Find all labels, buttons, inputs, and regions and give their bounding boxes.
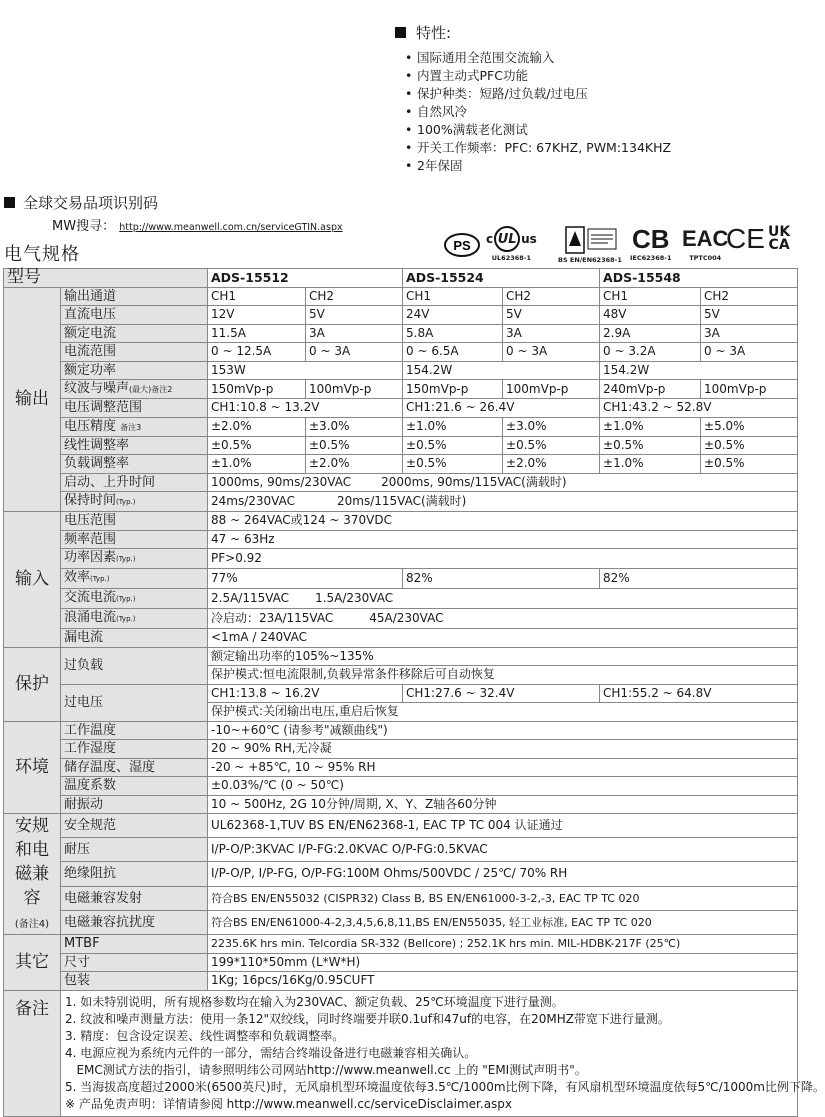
cell: 77% [208,569,403,589]
table-row [4,324,798,343]
table-row [4,721,798,740]
tptc-caption: TPTC004 [689,254,722,262]
section-notes: 备注 [4,990,61,1116]
gtin-block [4,192,343,234]
row-label: MTBF [61,935,208,954]
feature-item: • 内置主动式PFC功能 [395,67,795,85]
table-row [4,740,798,759]
cell [208,492,798,512]
feature-item: • 开关工作频率：PFC: 67KHZ, PWM:134KHZ [395,139,795,157]
gtin-title: 全球交易品项识别码 [23,194,159,212]
cb-text: CB [631,224,670,254]
cell: 82% [600,569,798,589]
features-title: 特性: [416,24,452,42]
cell: 48V [600,306,701,325]
cell: 0 ~ 3A [306,343,403,362]
cell: ±1.0% [600,417,701,436]
note-line: 4. 电源应视为系统内元件的一部分，需结合终端设备进行电磁兼容相关确认。 [65,1045,477,1060]
feature-item: • 2年保固 [395,157,795,175]
notes-cell [61,990,825,1116]
ul-logo [486,226,537,262]
cell: 保护模式:关闭输出电压,重启后恢复 [208,703,798,722]
row-label [61,589,208,609]
bullet-square-icon [395,27,406,38]
table-row [4,777,798,796]
row-label: 电磁兼容发射 [61,886,208,910]
table-row [4,814,798,838]
cell: 符合BS EN/EN55032 (CISPR32) Class B, BS EN/EN61000-3-2,-3, EAC TP TC 020 [208,886,798,910]
row-label-text: 效率 [64,570,91,585]
row-label [61,569,208,589]
cell-part: 1.5A/230VAC [315,591,394,605]
row-label: 安全规范 [61,814,208,838]
cell: 153W [208,361,403,380]
cell: -10~+60℃ (请参考"减额曲线") [208,721,798,740]
cell: 额定输出功率的105%~135% [208,647,798,666]
cell [208,609,798,629]
cell: 154.2W [403,361,600,380]
table-row [4,455,798,474]
table-row [4,361,798,380]
bullet-square-icon [4,197,15,208]
cell: ±0.5% [701,436,798,455]
cell [208,473,798,492]
section-environment: 环境 [4,721,61,814]
section-safety-text: 安规和电磁兼容 [15,816,49,908]
cell: CH1:10.8 ~ 13.2V [208,399,403,418]
cell: ±0.5% [701,455,798,474]
table-row [4,838,798,862]
iec-caption: IEC62368-1 [630,254,672,262]
cell-part: 冷启动：23A/115VAC [211,611,334,625]
model-cell: ADS-15512 [208,269,403,288]
tuv-triangle-icon [560,226,620,254]
row-label: 储存温度、湿度 [61,758,208,777]
table-row [4,512,798,531]
typ-tag: (Typ.) [116,615,136,623]
table-row [4,795,798,814]
note-line: 2. 纹波和噪声测量方法：使用一条12"双绞线，同时终端要并联0.1uf和47uf的电容，在20MHZ带宽下进行量测。 [65,1011,670,1026]
cell: 82% [403,569,600,589]
cell: 100mVp-p [503,380,600,399]
cell: ±2.0% [306,455,403,474]
pse-logo [442,232,482,258]
table-row [4,758,798,777]
row-label [61,417,208,436]
features-block [395,22,795,175]
table-row [4,647,798,666]
table-row [4,569,798,589]
cell: I/P-O/P:3KVAC I/P-FG:2.0KVAC O/P-FG:0.5KVAC [208,838,798,862]
feature-item: • 100%满载老化测试 [395,121,795,139]
model-cell: ADS-15548 [600,269,798,288]
row-label-text: 功率因素 [64,550,117,565]
ukca-logo [768,226,790,252]
cell: 符合BS EN/EN61000-4-2,3,4,5,6,8,11,BS EN/EN55035, 轻工业标准, EAC TP TC 020 [208,910,798,934]
row-label: 过负载 [61,647,208,684]
cell: -20 ~ +85℃, 10 ~ 95% RH [208,758,798,777]
table-row [4,990,798,1116]
note-line: 1. 如未特别说明，所有规格参数均在输入为230VAC、额定负载、25℃环境温度下进行量测。 [65,994,564,1009]
cell-part: 2000ms, 90ms/115VAC(满载时) [381,474,567,489]
table-row [4,862,798,886]
ce-logo [726,223,765,254]
table-row [4,492,798,512]
cell: ±0.5% [403,455,503,474]
row-label: 输出通道 [61,287,208,306]
cell: 5V [306,306,403,325]
cell: 240mVp-p [600,380,701,399]
cb-logo [630,226,671,262]
typ-tag: (Typ.) [90,575,110,583]
cell: ±1.0% [600,455,701,474]
section-others: 其它 [4,935,61,991]
cell: CH1 [600,287,701,306]
note-line: 5. 当海拔高度超过2000米(6500英尺)时，无风扇机型环境温度依每3.5℃/1000m比例下降，有风扇机型环境温度依每5℃/1000m比例下降。 [65,1079,825,1094]
model-cell: ADS-15524 [403,269,600,288]
table-row [4,549,798,569]
feature-item: • 保护种类：短路/过负载/过电压 [395,85,795,103]
row-label: 电磁兼容抗扰度 [61,910,208,934]
cell: 88 ~ 264VAC或124 ~ 370VDC [208,512,798,531]
cell: 0 ~ 12.5A [208,343,306,362]
cell: ±2.0% [208,417,306,436]
cell: ±0.5% [208,436,306,455]
features-list [395,49,795,175]
model-label: 型号 [4,269,208,288]
row-label: 工作温度 [61,721,208,740]
cell-part: 45A/230VAC [369,611,444,625]
cell: PF>0.92 [208,549,798,569]
row-label: 温度系数 [61,777,208,796]
cell: CH1 [208,287,306,306]
cell [208,589,798,609]
row-label: 绝缘阻抗 [61,862,208,886]
cell: I/P-O/P, I/P-FG, O/P-FG:100M Ohms/500VDC / 25℃/ 70% RH [208,862,798,886]
cell: CH1:27.6 ~ 32.4V [403,684,600,703]
cell: ±5.0% [701,417,798,436]
cell-part: 1000ms, 90ms/230VAC [211,474,352,489]
cell: 2235.6K hrs min. Telcordia SR-332 (Bellcore) ; 252.1K hrs min. MIL-HDBK-217F (25℃) [208,935,798,954]
row-label-text: 保持时间 [64,493,117,508]
cell: 5.8A [403,324,503,343]
row-label: 直流电压 [61,306,208,325]
table-row [4,473,798,492]
section-output: 输出 [4,287,61,512]
row-label-text: 电压精度 [64,418,117,434]
cell: CH1:13.8 ~ 16.2V [208,684,403,703]
gtin-link[interactable]: http://www.meanwell.com.cn/serviceGTIN.aspx [119,222,343,233]
section-safety [4,814,61,935]
table-row [4,972,798,991]
note-tag: 备注3 [120,422,142,432]
table-row [4,609,798,629]
section-safety-note: (备注4) [14,919,50,930]
cell: 5V [701,306,798,325]
cell: CH1:43.2 ~ 52.8V [600,399,798,418]
ul-c-text: c [486,232,494,246]
spec-table [3,267,825,1117]
cell: ±1.0% [208,455,306,474]
row-label: 频率范围 [61,530,208,549]
row-label: 耐振动 [61,795,208,814]
table-row [4,910,798,934]
section-input: 输入 [4,512,61,648]
row-label: 线性调整率 [61,436,208,455]
note-line: EMC测试方法的指引，请参照明纬公司网站http://www.meanwell.cc 上的 "EMI测试声明书"。 [65,1062,587,1077]
cell: 保护模式:恒电流限制,负载异常条件移除后可自动恢复 [208,666,798,685]
cell-part: 20ms/115VAC(满载时) [336,494,467,508]
row-label [61,609,208,629]
row-label: 漏电流 [61,629,208,648]
table-row [4,589,798,609]
cell: ±3.0% [306,417,403,436]
pse-icon [442,232,482,258]
cell: ±0.5% [403,436,503,455]
cell: CH2 [503,287,600,306]
table-row [4,306,798,325]
cell: 3A [306,324,403,343]
cell: <1mA / 240VAC [208,629,798,648]
ce-text: CE [726,223,765,254]
row-label [61,380,208,399]
table-row [4,343,798,362]
row-label: 负载调整率 [61,455,208,474]
table-row [4,953,798,972]
cell: ±0.5% [306,436,403,455]
cell: 0 ~ 3A [701,343,798,362]
pse-text: PS [453,238,471,253]
table-row [4,886,798,910]
cell: CH2 [701,287,798,306]
cell: 0 ~ 3A [503,343,600,362]
row-label: 电压范围 [61,512,208,531]
ul-us-text: us [521,232,537,246]
row-label: 过电压 [61,684,208,721]
row-label: 启动、上升时间 [61,473,208,492]
ukca-bottom-text: CA [768,237,790,253]
row-label: 工作湿度 [61,740,208,759]
row-label: 包装 [61,972,208,991]
eac-logo [682,226,728,262]
cell: ±0.03%/℃ (0 ~ 50℃) [208,777,798,796]
cell: 10 ~ 500Hz, 2G 10分钟/周期, X、Y、Z轴各60分钟 [208,795,798,814]
row-label: 尺寸 [61,953,208,972]
note-line: ※ 产品免责声明：详情请参阅 http://www.meanwell.cc/serviceDisclaimer.aspx [65,1096,513,1111]
table-row [4,399,798,418]
table-row [4,287,798,306]
cell: ±2.0% [503,455,600,474]
cell: 150mVp-p [208,380,306,399]
bs-caption: BS EN/EN62368-1 [558,256,622,264]
cell: 0 ~ 6.5A [403,343,503,362]
ukca-top-text: UK [768,224,791,240]
cell: 2.9A [600,324,701,343]
note-line: 3. 精度：包含设定误差、线性调整率和负载调整率。 [65,1028,345,1043]
cell: CH1 [403,287,503,306]
cell: 100mVp-p [701,380,798,399]
cell: 5V [503,306,600,325]
cell: 12V [208,306,306,325]
cell: 3A [701,324,798,343]
section-title: 电气规格 [4,244,80,265]
table-row [4,530,798,549]
cell-part: 24ms/230VAC [211,494,295,508]
table-row [4,417,798,436]
feature-item: • 自然风冷 [395,103,795,121]
ul-text: UL [494,226,520,252]
cell: 154.2W [600,361,798,380]
ul-caption: UL62368-1 [491,254,532,262]
cell: CH1:21.6 ~ 26.4V [403,399,600,418]
cell-part: 2.5A/115VAC [211,591,290,605]
note-tag: (最大)备注2 [129,385,173,394]
bs-logo [558,226,622,264]
cell: 1Kg; 16pcs/16Kg/0.95CUFT [208,972,798,991]
cell: 150mVp-p [403,380,503,399]
table-row [4,684,798,703]
table-row [4,436,798,455]
model-row [4,269,798,288]
eac-text: EAC [682,226,729,251]
cell: ±1.0% [403,417,503,436]
cell: 47 ~ 63Hz [208,530,798,549]
row-label: 额定电流 [61,324,208,343]
feature-item: • 国际通用全范围交流输入 [395,49,795,67]
cell: UL62368-1,TUV BS EN/EN62368-1, EAC TP TC 004 认证通过 [208,814,798,838]
cell: 24V [403,306,503,325]
row-label [61,492,208,512]
cell: 20 ~ 90% RH,无冷凝 [208,740,798,759]
cell: 100mVp-p [306,380,403,399]
typ-tag: (Typ.) [116,595,136,603]
row-label-text: 浪涌电流 [64,610,117,625]
row-label-text: 交流电流 [64,590,117,605]
row-label [61,549,208,569]
cell: ±0.5% [600,436,701,455]
mw-search-label: MW搜寻： [52,219,116,234]
cell: 11.5A [208,324,306,343]
typ-tag: (Typ.) [116,498,136,506]
table-row [4,935,798,954]
table-row [4,380,798,399]
row-label: 电流范围 [61,343,208,362]
section-protection: 保护 [4,647,61,721]
cell: 199*110*50mm (L*W*H) [208,953,798,972]
certification-logos [442,223,798,268]
row-label-text: 纹波与噪声 [64,381,130,396]
cell: ±0.5% [503,436,600,455]
cell: ±3.0% [503,417,600,436]
row-label: 耐压 [61,838,208,862]
cell: CH2 [306,287,403,306]
row-label: 电压调整范围 [61,399,208,418]
cell: 0 ~ 3.2A [600,343,701,362]
cell: 3A [503,324,600,343]
typ-tag: (Typ.) [116,555,136,563]
cell: CH1:55.2 ~ 64.8V [600,684,798,703]
table-row [4,629,798,648]
row-label: 额定功率 [61,361,208,380]
